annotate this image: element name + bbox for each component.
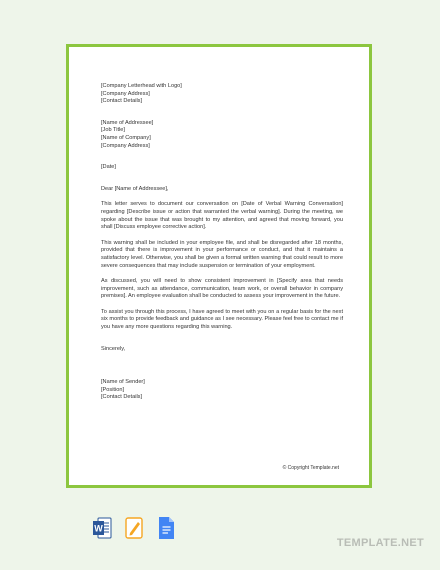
- google-docs-icon[interactable]: [156, 516, 176, 540]
- paragraph: As discussed, you will need to show consistent improvement in [Specify area that needs improvement, such as attendance, communication, team work, or overall behavior in company premises]. An employee evaluation shall be conducted to assess your improvement in the future.: [101, 278, 343, 300]
- paragraph: This warning shall be included in your employee file, and shall be disregarded after 18 months, provided that there is improvement in your performance or conduct, and that it maintains a satisfactory level. Otherwise, you shall be given a formal written warning that could result to more severe consequences that may include suspension or termination of your employment.: [101, 239, 343, 269]
- word-icon[interactable]: [92, 516, 112, 540]
- letter-body: [101, 83, 343, 402]
- header-line: [Company Letterhead with Logo]: [101, 83, 182, 89]
- paragraph: To assist you through this process, I have agreed to meet with you on a regular basis for the next six months to provide feedback and guidance as I see necessary. Please feel free to contact me if you have any more questions regarding this warning.: [101, 308, 343, 331]
- word-icon-letter: W: [94, 523, 103, 534]
- sender-line: [Name of Sender]: [101, 379, 145, 386]
- header-line: [Contact Details]: [101, 98, 143, 105]
- document-preview: [66, 44, 372, 488]
- addressee-line: [Name of Company]: [101, 134, 151, 141]
- salutation: Dear [Name of Addressee],: [101, 185, 169, 192]
- addressee-line: [Job Title]: [101, 127, 125, 134]
- paragraph: This letter serves to document our conversation on [Date of Verbal Warning Conversation] regarding [Describe issue or action that warranted the verbal warning]. During the meeting, we spoke about the issue that was brought to my attention, and agreed that moving forward, you shall [Discuss employee corrective action].: [101, 201, 343, 231]
- sender-line: [Position]: [101, 386, 125, 393]
- addressee-line: [Name of Addressee]: [101, 119, 154, 126]
- letter-date: [Date]: [101, 164, 116, 171]
- format-icons: [92, 516, 176, 540]
- addressee-line: [Company Address]: [101, 142, 150, 149]
- sender-block: [101, 379, 343, 402]
- sender-line: [Contact Details]: [101, 394, 143, 401]
- pages-icon[interactable]: [124, 516, 144, 540]
- header-line: [Company Address]: [101, 90, 150, 97]
- brand-watermark: TEMPLATE.NET: [336, 537, 424, 549]
- company-header: [101, 83, 343, 106]
- copyright-notice: © Copyright Template.net: [282, 465, 339, 471]
- addressee-block: [101, 120, 343, 150]
- closing: Sincerely,: [101, 345, 126, 352]
